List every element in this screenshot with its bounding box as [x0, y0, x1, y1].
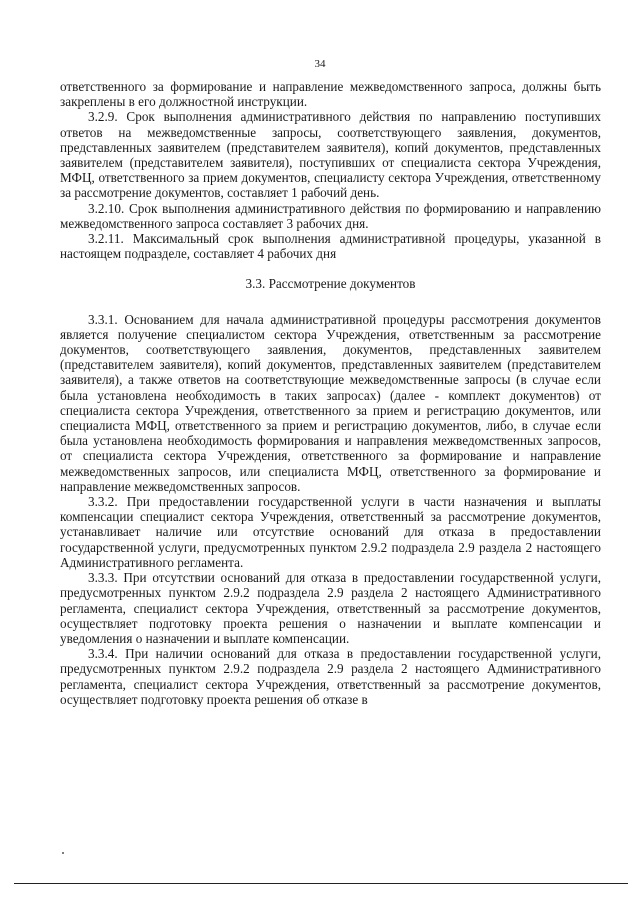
paragraph-3-3-2: 3.3.2. При предоставлении государственной услуги в части назначения и выплаты компенсации специалист сектора Учреждения, ответственный за рассмотрение документов, устанавливает наличие или отсутствие оснований для отказа в предоставлении государственной услуги, предусмотренных пунктом 2.9.2 подраздела 2.9 раздела 2 настоящего Административного регламента. — [60, 494, 601, 570]
paragraph-3-2-10: 3.2.10. Срок выполнения административного действия по формированию и направлению межведомственного запроса составляет 3 рабочих дня. — [60, 200, 601, 231]
scan-mark — [62, 852, 64, 854]
document-body — [60, 79, 601, 707]
paragraph-3-2-11: 3.2.11. Максимальный срок выполнения административной процедуры, указанной в настоящем подразделе, составляет 4 рабочих дня — [60, 231, 601, 262]
paragraph-3-2-9: 3.2.9. Срок выполнения административного действия по направлению поступивших ответов на межведомственные запросы, соответствующего заявления, документов, представленных заявителем (представителем заявителя), копий документов, представленных заявителем (представителем заявителя), поступивших от специалиста сектора Учреждения, МФЦ, ответственного за прием документов, специалисту сектора Учреждения, ответственному за рассмотрение документов, составляет 1 рабочий день. — [60, 109, 601, 201]
paragraph-3-3-1: 3.3.1. Основанием для начала административной процедуры рассмотрения документов является получение специалистом сектора Учреждения, ответственным за рассмотрение документов, соответствующего заявления, документов, представленных заявителем (представителем заявителя), копий документов, представленных заявителем (представителем заявителя), а также ответов на соответствующие межведомственные запросы (в случае если была установлена необходимость в таких запросах) (далее - комплект документов) от специалиста сектора Учреждения, ответственного за прием и регистрацию документов, или специалиста МФЦ, ответственного за прием и регистрацию документов, либо, в случае если была установлена необходимость формирования и направления межведомственных запросов, от специалиста сектора Учреждения, ответственного за формирование и направление межведомственных запросов, или специалиста МФЦ, ответственного за формирование и направление межведомственных запросов. — [60, 311, 601, 494]
paragraph-3-3-4: 3.3.4. При наличии оснований для отказа в предоставлении государственной услуги, предусмотренных пунктом 2.9.2 подраздела 2.9 раздела 2 настоящего Административного регламента, специалист сектора Учреждения, ответственный за рассмотрение документов, осуществляет подготовку проекта решения об отказе в — [60, 646, 601, 707]
paragraph-continuation: ответственного за формирование и направление межведомственного запроса, должны быть закреплены в его должностной инструкции. — [60, 79, 601, 110]
paragraph-3-3-3: 3.3.3. При отсутствии оснований для отказа в предоставлении государственной услуги, предусмотренных пунктом 2.9.2 подраздела 2.9 раздела 2 настоящего Административного регламента, специалист сектора Учреждения, ответственный за рассмотрение документов, осуществляет подготовку проекта решения о назначении и выплате компенсации и уведомления о назначении и выплате компенсации. — [60, 570, 601, 646]
section-heading: 3.3. Рассмотрение документов — [245, 276, 416, 292]
bottom-rule — [14, 883, 628, 884]
page-number: 34 — [314, 58, 326, 70]
